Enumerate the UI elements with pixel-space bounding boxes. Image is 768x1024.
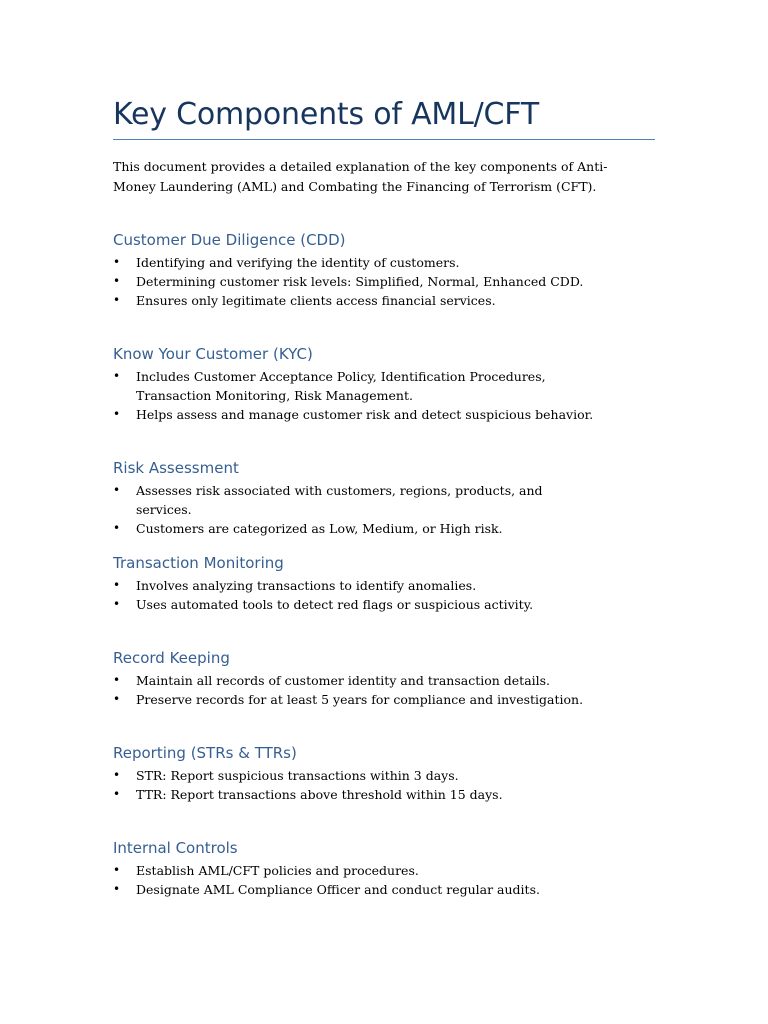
bullet-list	[113, 766, 596, 804]
bullet-item	[113, 880, 596, 899]
section-heading: Transaction Monitoring	[113, 554, 284, 572]
section	[113, 229, 596, 310]
bullet-list	[113, 671, 596, 709]
intro-paragraph: This document provides a detailed explanation of the key components of Anti-Money Laundering (AML) and Combating the Financing of Terrorism (CFT).	[113, 159, 608, 194]
title-underline	[113, 139, 655, 140]
bullet-item	[113, 576, 596, 595]
bullet-icon: •	[113, 578, 121, 592]
section	[113, 457, 596, 538]
bullet-text: Designate AML Compliance Officer and conduct regular audits.	[136, 882, 540, 897]
section-heading: Risk Assessment	[113, 459, 239, 477]
bullet-item	[113, 272, 596, 291]
bullet-icon: •	[113, 293, 121, 307]
section	[113, 552, 596, 614]
bullet-text: Includes Customer Acceptance Policy, Identification Procedures, Transaction Monitoring, Risk Management.	[136, 369, 546, 403]
bullet-list	[113, 367, 596, 424]
bullet-item	[113, 595, 596, 614]
bullet-icon: •	[113, 597, 121, 611]
bullet-text: Customers are categorized as Low, Medium, or High risk.	[136, 521, 503, 536]
bullet-item	[113, 253, 596, 272]
bullet-icon: •	[113, 768, 121, 782]
bullet-icon: •	[113, 255, 121, 269]
bullet-item	[113, 519, 596, 538]
bullet-item	[113, 690, 596, 709]
bullet-item	[113, 367, 596, 405]
bullet-item	[113, 785, 596, 804]
section-heading: Customer Due Diligence (CDD)	[113, 231, 346, 249]
section	[113, 742, 596, 804]
section-heading: Record Keeping	[113, 649, 230, 667]
bullet-item	[113, 291, 596, 310]
bullet-text: Establish AML/CFT policies and procedures.	[136, 863, 419, 878]
bullet-text: Assesses risk associated with customers, regions, products, and services.	[136, 483, 543, 517]
section-heading: Reporting (STRs & TTRs)	[113, 744, 297, 762]
bullet-item	[113, 671, 596, 690]
bullet-text: Determining customer risk levels: Simplified, Normal, Enhanced CDD.	[136, 274, 584, 289]
bullet-icon: •	[113, 692, 121, 706]
bullet-icon: •	[113, 483, 121, 497]
bullet-list	[113, 253, 596, 310]
bullet-icon: •	[113, 274, 121, 288]
bullet-icon: •	[113, 369, 121, 383]
bullet-text: Maintain all records of customer identity and transaction details.	[136, 673, 551, 688]
bullet-icon: •	[113, 407, 121, 421]
bullet-item	[113, 405, 596, 424]
bullet-text: Ensures only legitimate clients access financial services.	[136, 293, 496, 308]
document-page	[113, 94, 655, 897]
bullet-text: Uses automated tools to detect red flags or suspicious activity.	[136, 597, 534, 612]
bullet-text: STR: Report suspicious transactions within 3 days.	[136, 768, 459, 783]
bullet-text: Helps assess and manage customer risk and detect suspicious behavior.	[136, 407, 594, 422]
section-heading: Internal Controls	[113, 839, 238, 857]
bullet-item	[113, 766, 596, 785]
bullet-list	[113, 576, 596, 614]
bullet-list	[113, 861, 596, 899]
bullet-text: Identifying and verifying the identity of customers.	[136, 255, 460, 270]
section	[113, 647, 596, 709]
document-title: Key Components of AML/CFT	[113, 97, 539, 132]
bullet-text: TTR: Report transactions above threshold within 15 days.	[136, 787, 503, 802]
bullet-icon: •	[113, 863, 121, 877]
bullet-text: Involves analyzing transactions to identify anomalies.	[136, 578, 477, 593]
bullet-list	[113, 481, 596, 538]
section-heading: Know Your Customer (KYC)	[113, 345, 313, 363]
bullet-icon: •	[113, 882, 121, 896]
bullet-icon: •	[113, 787, 121, 801]
bullet-icon: •	[113, 521, 121, 535]
bullet-item	[113, 481, 596, 519]
bullet-text: Preserve records for at least 5 years for compliance and investigation.	[136, 692, 584, 707]
bullet-item	[113, 861, 596, 880]
section	[113, 343, 596, 424]
bullet-icon: •	[113, 673, 121, 687]
section	[113, 837, 596, 899]
